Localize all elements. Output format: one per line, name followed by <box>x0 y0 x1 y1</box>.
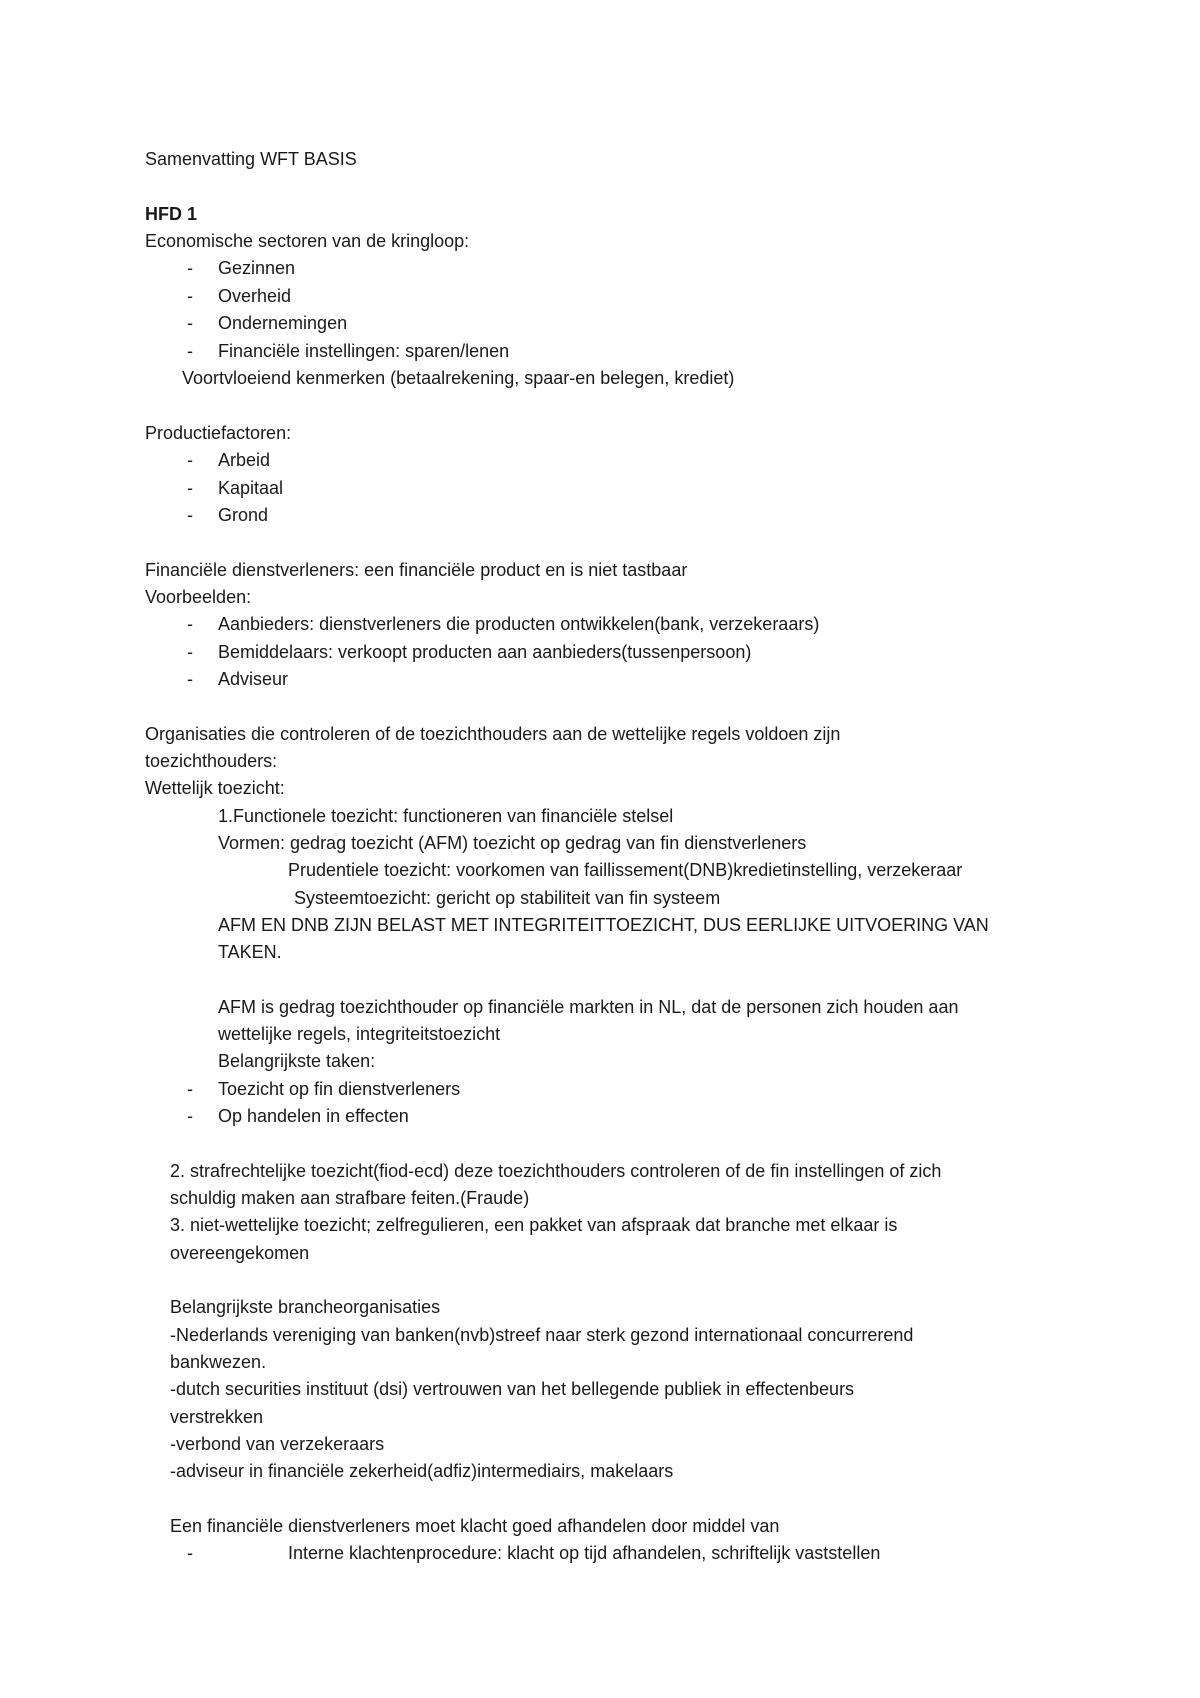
complaint-line: Een financiële dienstverleners moet klacht goed afhandelen door middel van <box>170 1516 780 1536</box>
nonlegal-line: 3. niet-wettelijke toezicht; zelfregulieren, een pakket van afspraak dat branche met elkaar is <box>170 1215 898 1235</box>
list-item: Gezinnen <box>218 258 296 278</box>
list-item: Toezicht op fin dienstverleners <box>218 1079 461 1099</box>
bullet-dash: - <box>187 313 193 333</box>
list-item: Bemiddelaars: verkoopt producten aan aanbieders(tussenpersoon) <box>218 642 752 662</box>
bullet-dash: - <box>187 669 193 689</box>
bullet-dash: - <box>187 1106 193 1126</box>
list-item: Interne klachtenprocedure: klacht op tijd afhandelen, schriftelijk vaststellen <box>288 1543 881 1563</box>
afm-dnb-line: TAKEN. <box>218 942 282 962</box>
list-item: Adviseur <box>218 669 289 689</box>
tasks-heading: Belangrijkste taken: <box>218 1051 376 1071</box>
bullet-dash: - <box>187 478 193 498</box>
afm-dnb-line: AFM EN DNB ZIJN BELAST MET INTEGRITEITTOEZICHT, DUS EERLIJKE UITVOERING VAN <box>218 915 989 935</box>
branch-line: -Nederlands vereniging van banken(nvb)streef naar sterk gezond internationaal concurrerend <box>170 1325 914 1345</box>
bullet-dash: - <box>187 341 193 361</box>
afm-line: AFM is gedrag toezichthouder op financiële markten in NL, dat de personen zich houden aan <box>218 997 959 1017</box>
list-item: Ondernemingen <box>218 313 348 333</box>
branch-line: bankwezen. <box>170 1352 267 1372</box>
nonlegal-line: overeengekomen <box>170 1243 310 1263</box>
chapter-heading: HFD 1 <box>145 204 198 224</box>
bullet-dash: - <box>187 505 193 525</box>
list-item: Kapitaal <box>218 478 284 498</box>
list-item: Financiële instellingen: sparen/lenen <box>218 341 510 361</box>
afm-line: wettelijke regels, integriteitstoezicht <box>218 1024 501 1044</box>
list-item: Grond <box>218 505 269 525</box>
legal-heading: Wettelijk toezicht: <box>145 778 285 798</box>
org-line: toezichthouders: <box>145 751 278 771</box>
prudential-line: Prudentiele toezicht: voorkomen van faillissement(DNB)kredietinstelling, verzekeraar <box>288 860 963 880</box>
criminal-line: schuldig maken aan strafbare feiten.(Fraude) <box>170 1188 530 1208</box>
bullet-dash: - <box>187 642 193 662</box>
list-item: Op handelen in effecten <box>218 1106 409 1126</box>
bullet-dash: - <box>187 258 193 278</box>
branch-line: -dutch securities instituut (dsi) vertrouwen van het bellegende publiek in effectenbeurs <box>170 1379 855 1399</box>
branch-heading: Belangrijkste brancheorganisaties <box>170 1297 441 1317</box>
bullet-dash: - <box>187 450 193 470</box>
providers-line: Financiële dienstverleners: een financiële product en is niet tastbaar <box>145 560 688 580</box>
economic-note: Voortvloeiend kenmerken (betaalrekening, spaar-en belegen, krediet) <box>182 368 735 388</box>
branch-line: verstrekken <box>170 1407 264 1427</box>
functional-line: 1.Functionele toezicht: functioneren van financiële stelsel <box>218 806 674 826</box>
bullet-dash: - <box>187 614 193 634</box>
criminal-line: 2. strafrechtelijke toezicht(fiod-ecd) deze toezichthouders controleren of de fin instellingen of zich <box>170 1161 942 1181</box>
bullet-dash: - <box>187 1079 193 1099</box>
examples-heading: Voorbeelden: <box>145 587 252 607</box>
branch-line: -adviseur in financiële zekerheid(adfiz)intermediairs, makelaars <box>170 1461 674 1481</box>
list-item: Aanbieders: dienstverleners die producten ontwikkelen(bank, verzekeraars) <box>218 614 820 634</box>
document-title: Samenvatting WFT BASIS <box>145 149 357 169</box>
bullet-dash: - <box>187 1543 193 1563</box>
list-item: Overheid <box>218 286 292 306</box>
production-heading: Productiefactoren: <box>145 423 292 443</box>
forms-line: Vormen: gedrag toezicht (AFM) toezicht op gedrag van fin dienstverleners <box>218 833 807 853</box>
list-item: Arbeid <box>218 450 271 470</box>
bullet-dash: - <box>187 286 193 306</box>
economic-heading: Economische sectoren van de kringloop: <box>145 231 470 251</box>
system-line: Systeemtoezicht: gericht op stabiliteit van fin systeem <box>294 888 721 908</box>
branch-line: -verbond van verzekeraars <box>170 1434 385 1454</box>
org-line: Organisaties die controleren of de toezichthouders aan de wettelijke regels voldoen zijn <box>145 724 841 744</box>
